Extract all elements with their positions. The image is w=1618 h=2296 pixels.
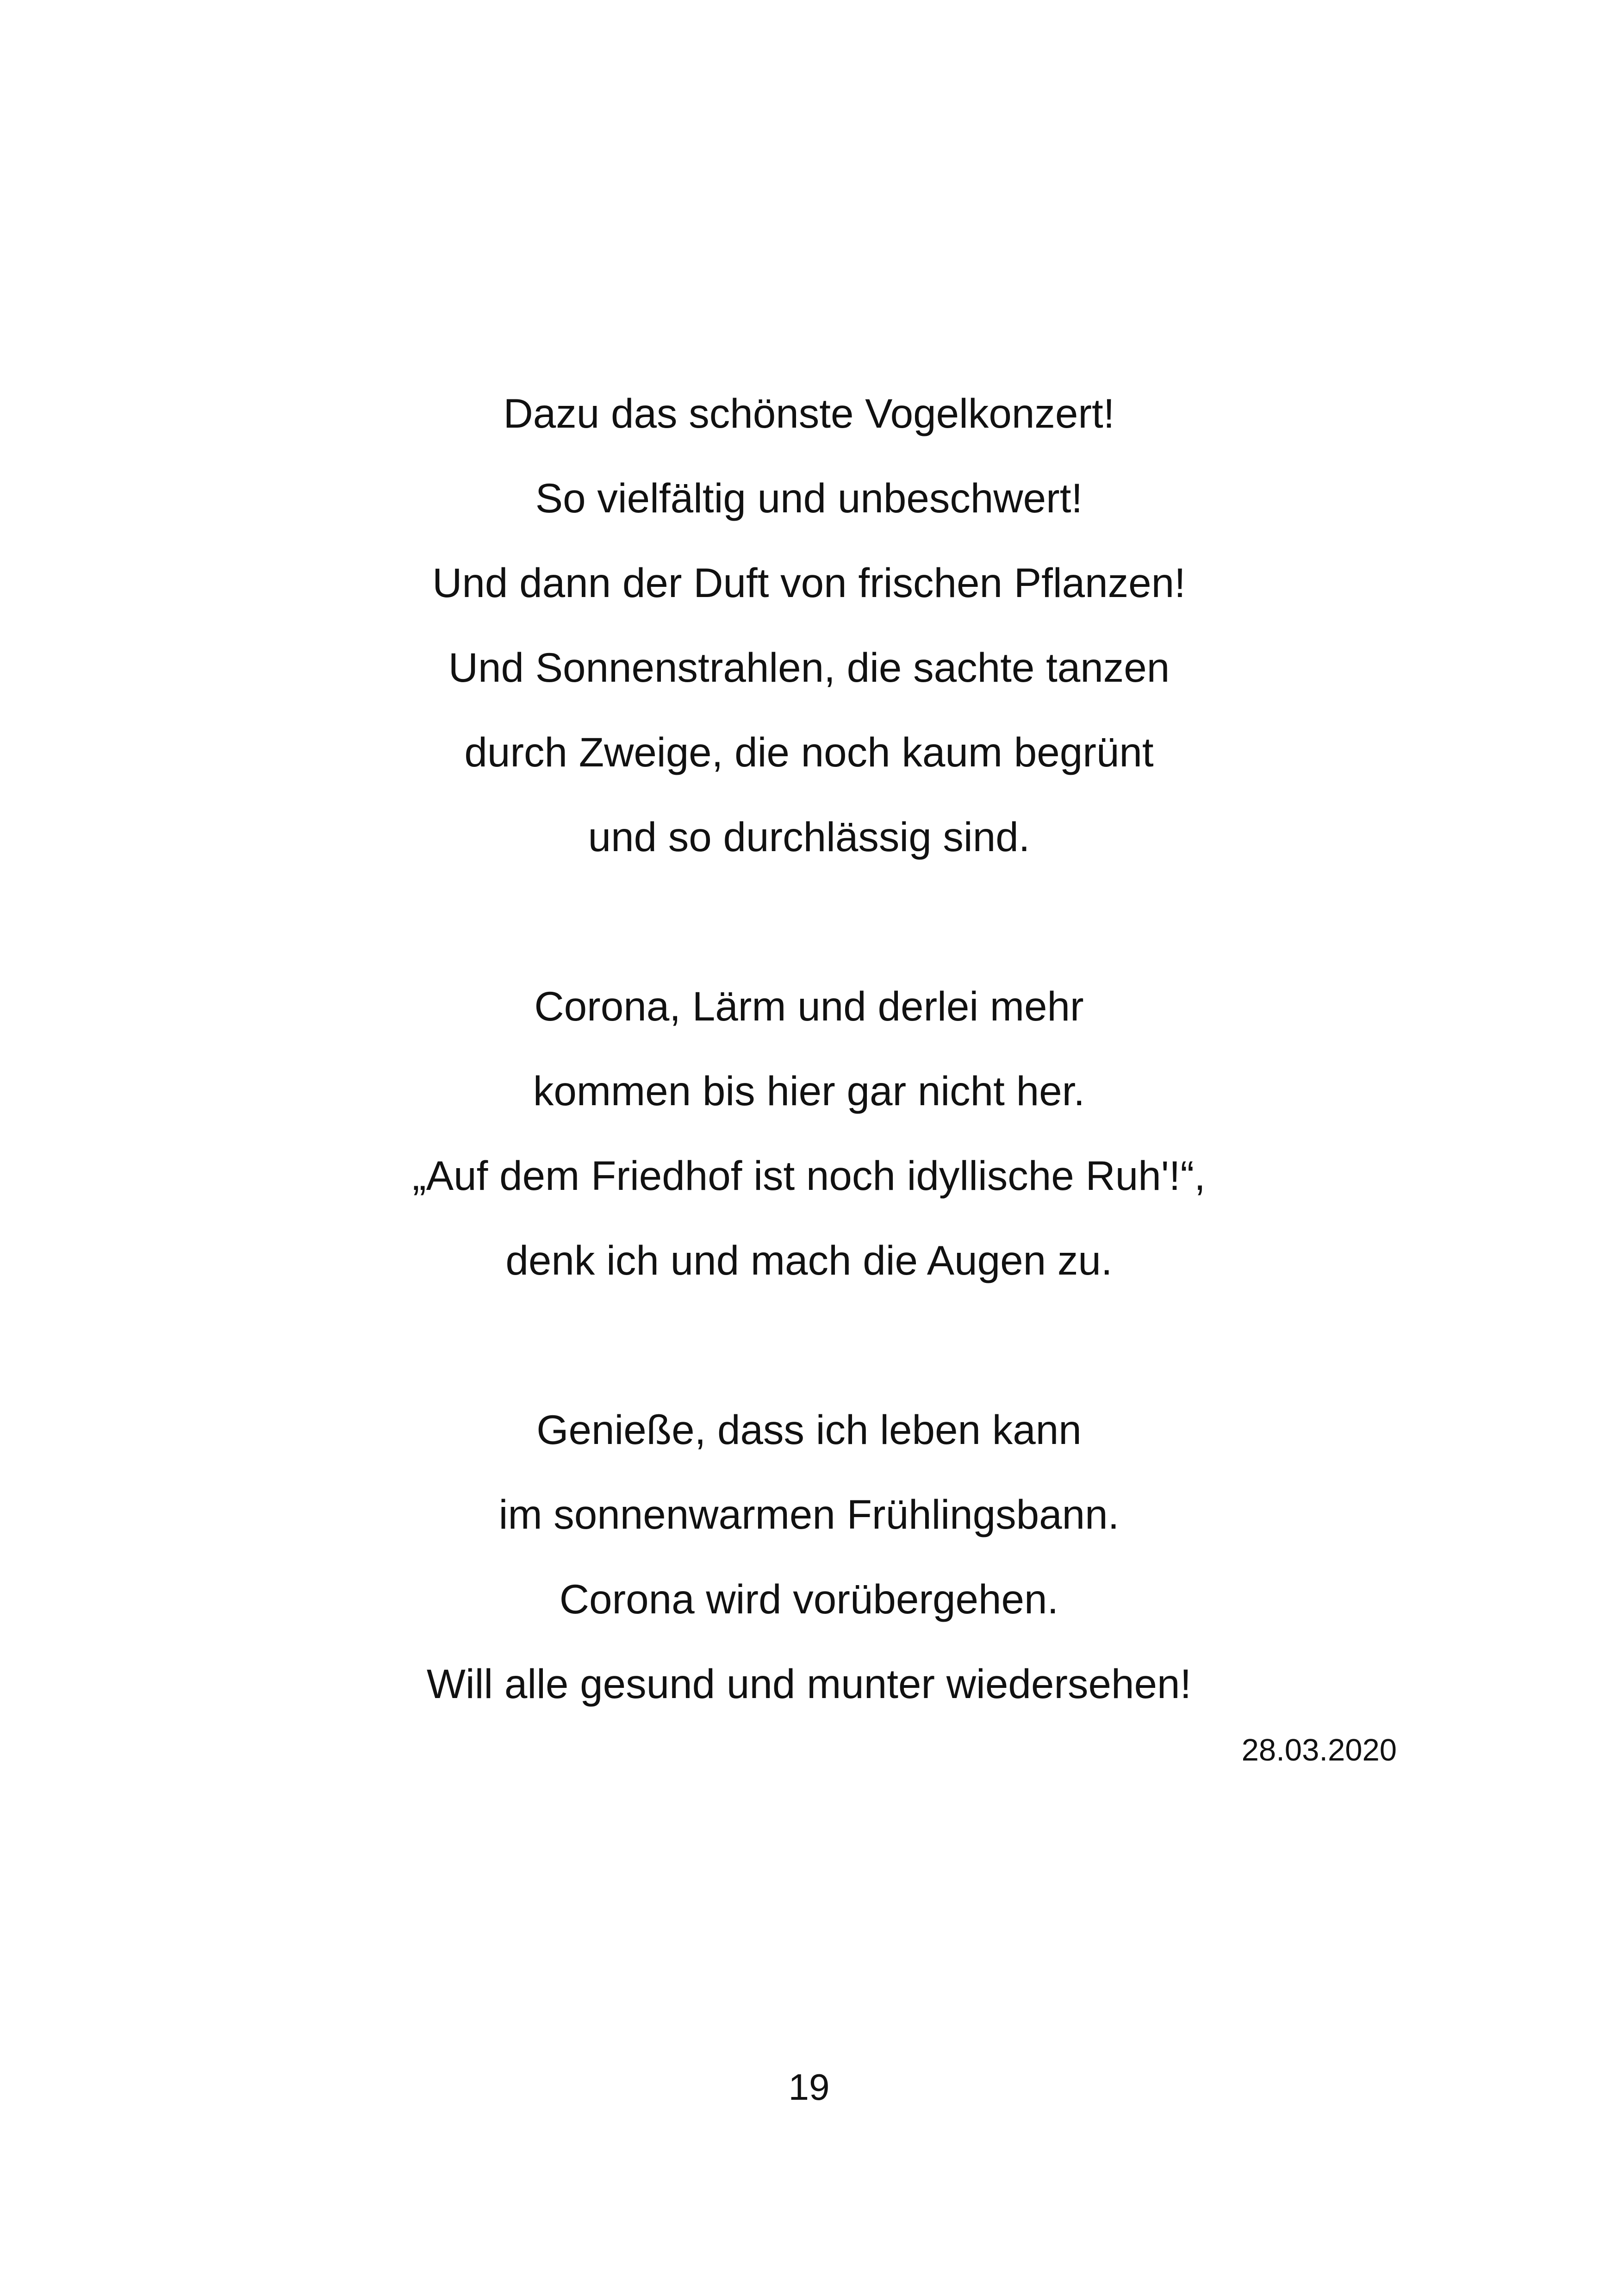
stanza-gap (0, 1303, 1618, 1388)
poem-line: im sonnenwarmen Frühlingsbann. (498, 1491, 1120, 1537)
poem-line: Corona, Lärm und derlei mehr (534, 983, 1084, 1029)
poem-line: Will alle gesund und munter wiedersehen! (426, 1661, 1192, 1707)
stanza-2 (0, 964, 1618, 1303)
stanza-3 (0, 1388, 1618, 1726)
poem-line: kommen bis hier gar nicht her. (533, 1068, 1085, 1114)
poem-line: durch Zweige, die noch kaum begrünt (464, 729, 1154, 775)
poem-line: Und Sonnenstrahlen, die sachte tanzen (448, 644, 1170, 691)
poem (0, 371, 1618, 1726)
poem-line: Corona wird vorübergehen. (559, 1576, 1059, 1622)
poem-line: und so durchlässig sind. (588, 814, 1030, 860)
stanza-gap (0, 879, 1618, 964)
poem-date: 28.03.2020 (1241, 1733, 1397, 1767)
poem-line: Genieße, dass ich leben kann (536, 1406, 1082, 1453)
poem-line: Dazu das schönste Vogelkonzert! (503, 390, 1115, 436)
poem-line: „Auf dem Friedhof ist noch idyllische Ruh'!“, (412, 1152, 1206, 1199)
poem-line: Und dann der Duft von frischen Pflanzen! (432, 560, 1186, 606)
poem-line: denk ich und mach die Augen zu. (505, 1237, 1113, 1283)
stanza-1 (0, 371, 1618, 879)
page-number: 19 (788, 2066, 830, 2108)
poem-line: So vielfältig und unbeschwert! (535, 475, 1083, 521)
